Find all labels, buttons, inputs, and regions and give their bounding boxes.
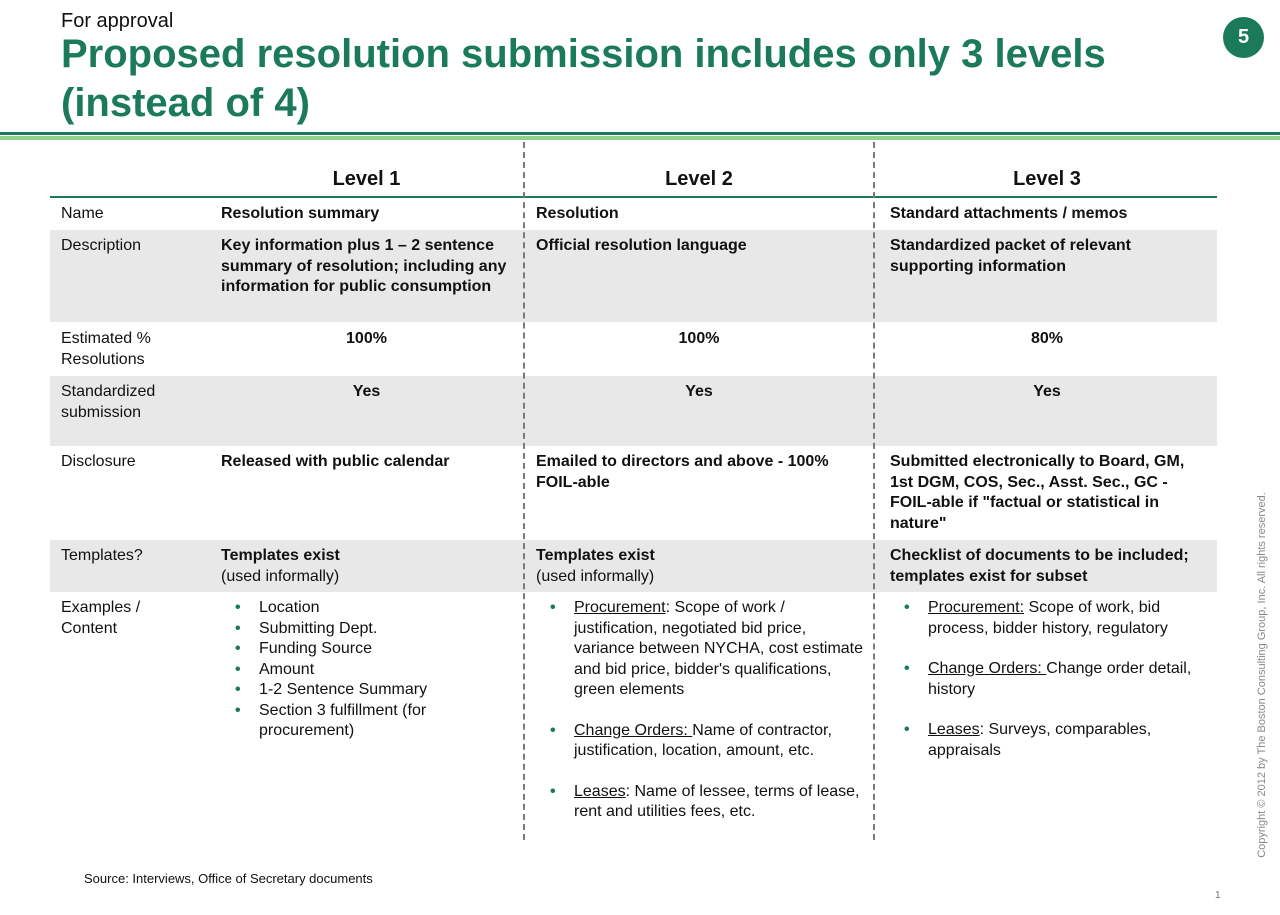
cell-level-2 — [536, 546, 856, 587]
title-rule — [0, 132, 1280, 135]
table-row-estimated-percent — [50, 322, 1217, 376]
cell-level-1 — [221, 598, 521, 742]
example-list-level-2 — [536, 598, 866, 823]
list-item-text: : Surveys, comparables, appraisals — [928, 721, 1152, 759]
bullet-icon: • — [550, 599, 556, 616]
bullet-icon: • — [550, 721, 556, 739]
list-item-text: Section 3 fulfillment (for procurement) — [259, 701, 427, 739]
list-item-term: Procurement: — [928, 599, 1025, 616]
cell-level-3: Submitted electronically to Board, GM, 1st DGM, COS, Sec., Asst. Sec., GC - FOIL-able if "factual or statistical in nature" — [890, 453, 1185, 532]
bullet-icon: • — [235, 640, 241, 657]
cell-level-3: Yes — [1033, 383, 1061, 400]
example-list-level-3 — [890, 598, 1210, 761]
column-header-level-1: Level 1 — [332, 168, 401, 190]
list-item-term: Change Orders: — [574, 721, 693, 739]
column-header-level-3: Level 3 — [1013, 168, 1081, 190]
bullet-icon: • — [904, 721, 910, 738]
cell-level-3 — [890, 546, 1208, 587]
example-list-level-1 — [221, 598, 521, 742]
table-row-standardized-submission — [50, 376, 1217, 446]
list-item-text: : Scope of work / justification, negotiated bid price, variance between NYCHA, cost estimate and bid price, bidder's qualifications, green elements — [574, 599, 864, 698]
table-row-examples — [50, 592, 1217, 832]
list-item-term: Procurement — [574, 599, 666, 616]
list-item-text: Name of contractor, justification, location, amount, etc. — [574, 721, 832, 759]
table-row-description — [50, 230, 1217, 322]
list-item — [536, 721, 866, 762]
row-label: Templates? — [61, 547, 143, 564]
list-item — [536, 598, 866, 701]
list-item-text: Location — [259, 599, 320, 616]
list-item-text: : Name of lessee, terms of lease, rent and utilities fees, etc. — [574, 782, 860, 820]
cell-level-2 — [536, 598, 866, 843]
row-label: Estimated % Resolutions — [61, 330, 151, 368]
list-item-text: Change order detail, history — [928, 660, 1192, 698]
list-item — [221, 619, 521, 640]
status-tag: For approval — [61, 10, 174, 32]
table-row-templates — [50, 540, 1217, 592]
cell-level-1: Yes — [352, 383, 381, 400]
template-status: Checklist of documents to be included; templates exist for subset — [890, 547, 1189, 585]
cell-level-2: Official resolution language — [536, 237, 747, 254]
list-item — [890, 659, 1210, 700]
list-item-term: Leases — [574, 782, 626, 800]
cell-level-1: Released with public calendar — [221, 453, 450, 470]
list-item-term: Change Orders: — [928, 660, 1047, 677]
cell-level-3: 80% — [1030, 330, 1064, 347]
template-note: (used informally) — [221, 567, 340, 585]
list-item-term: Leases — [928, 721, 980, 738]
list-item-text: 1-2 Sentence Summary — [259, 681, 428, 698]
bullet-icon: • — [235, 619, 241, 637]
source-note: Source: Interviews, Office of Secretary documents — [84, 871, 373, 886]
list-item-text: Submitting Dept. — [259, 619, 378, 637]
table-row-name — [50, 198, 1217, 230]
row-label: Name — [61, 205, 104, 222]
list-item — [890, 598, 1210, 639]
list-item — [221, 680, 521, 701]
list-item — [221, 660, 521, 681]
cell-level-2: 100% — [678, 330, 720, 347]
column-divider — [523, 142, 525, 840]
list-item-text: Amount — [259, 660, 315, 678]
list-item-text: Funding Source — [259, 640, 372, 657]
list-item — [890, 720, 1210, 761]
cell-level-3: Standard attachments / memos — [890, 205, 1128, 222]
bullet-icon: • — [235, 701, 241, 719]
column-header-level-2: Level 2 — [665, 168, 733, 190]
page-title: Proposed resolution submission includes only 3 levels (instead of 4) — [61, 32, 1106, 125]
cell-level-1: Resolution summary — [221, 205, 380, 222]
title-rule-accent — [0, 136, 1280, 140]
cell-level-1: Key information plus 1 – 2 sentence summary of resolution; including any information for public consumption — [221, 237, 507, 295]
template-status: Templates exist — [221, 547, 340, 564]
template-note: (used informally) — [536, 567, 655, 585]
list-item — [221, 598, 521, 619]
table-row-disclosure — [50, 446, 1217, 540]
list-item — [536, 782, 866, 823]
list-item — [221, 639, 521, 660]
row-label: Disclosure — [61, 453, 136, 470]
cell-level-1 — [221, 546, 513, 587]
page-number-badge: 5 — [1223, 17, 1264, 58]
cell-level-3: Standardized packet of relevant supporting information — [890, 237, 1131, 275]
list-item — [221, 701, 521, 742]
cell-level-2: Yes — [685, 383, 713, 400]
bullet-icon: • — [235, 599, 241, 616]
cell-level-2: Emailed to directors and above - 100% FOIL-able — [536, 453, 829, 491]
row-label: Standardized submission — [61, 383, 156, 421]
row-label: Description — [61, 237, 142, 254]
bullet-icon: • — [550, 782, 556, 800]
bullet-icon: • — [235, 681, 241, 698]
template-status: Templates exist — [536, 547, 655, 564]
copyright-notice: Copyright © 2012 by The Boston Consulting Group, Inc. All rights reserved. — [1256, 492, 1268, 858]
list-item-text: Scope of work, bid process, bidder history, regulatory — [928, 599, 1168, 637]
bullet-icon: • — [904, 660, 910, 677]
bullet-icon: • — [904, 599, 910, 616]
bullet-icon: • — [235, 660, 241, 678]
column-divider — [873, 142, 875, 840]
cell-level-3 — [890, 598, 1210, 781]
cell-level-1: 100% — [346, 330, 387, 347]
row-label: Examples / Content — [61, 599, 141, 637]
cell-level-2: Resolution — [536, 205, 619, 222]
footer-mark: 1 — [1215, 890, 1221, 901]
